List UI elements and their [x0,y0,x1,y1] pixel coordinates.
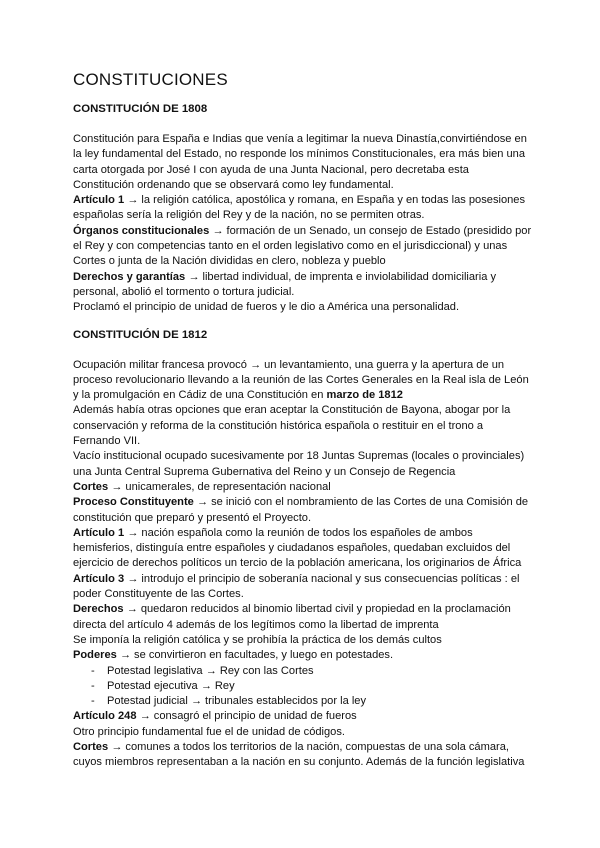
list-item: - Potestad legislativa → Rey con las Cortes [91,664,533,679]
text-derechos: → libertad individual, de imprenta e inviolabilidad domiciliaria y personal, abolió el tormento o tortura judicial. [73,270,497,298]
document-title: CONSTITUCIONES [73,70,228,89]
text-organos: → formación de un Senado, un consejo de Estado (presidido por el Rey y con competencias tanto en el orden legislativo como en el jurisdiccional) y unas Cortes o junta de la Nación divididas en clero, nobleza y pueblo [73,224,532,268]
list-item: - Potestad ejecutiva → Rey [91,679,533,694]
text-poderes: → se convirtieron en facultades, y luego en potestades. [116,649,394,662]
paragraph-1812-articulo-248 [73,709,533,724]
paragraph-1812-religion: Se imponía la religión católica y se prohibía la práctica de los demás cultos [73,633,442,646]
paragraph-1812-derechos [73,602,533,633]
paragraph-1812-articulo-1 [73,526,533,572]
label-articulo-3: Artículo 3 [73,572,125,585]
document-body [73,70,533,771]
spacer [73,316,533,329]
text-1812-derechos: → quedaron reducidos al binomio libertad civil y propiedad en la proclamación directa del artículo 4 además de los legítimos como la libertad de imprenta [73,603,511,631]
label-cortes-comunes: Cortes [73,740,109,753]
paragraph-1808-derechos [73,270,533,301]
paragraph-1812-ocupacion [73,358,533,404]
text-articulo-248: → consagró el principio de unidad de fueros [136,710,357,723]
text-1812-articulo-1: → nación española como la reunión de todos los españoles de ambos hemisferios, distinguía entre españoles y ciudadanos españoles, quedaban excluidos del ejercicio de derechos políticos un tercio de la población americana, los originarios de África [73,526,522,570]
paragraph-1812-cortes [73,480,533,495]
paragraph-1808-proclamo: Proclamó el principio de unidad de fueros y le dio a América una personalidad. [73,301,460,314]
label-cortes: Cortes [73,480,109,493]
label-articulo-248: Artículo 248 [73,710,137,723]
list-item: - Potestad judicial → tribunales establecidos por la ley [91,694,533,709]
paragraph-1812-vacio: Vacío institucional ocupado sucesivamente por 18 Juntas Supremas (locales o provinciales) una Junta Central Suprema Gubernativa del Reino y un Consejo de Regencia [73,450,525,478]
paragraph-1812-poderes [73,648,533,663]
text-articulo-1: → la religión católica, apostólica y romana, en España y en todas las posesiones españolas sería la religión del Rey y de la nación, no se permiten otras. [73,194,526,222]
label-1812-articulo-1: Artículo 1 [73,526,125,539]
text-proceso: → se inició con el nombramiento de las Cortes de una Comisión de constitución que preparó y presentó el Proyecto. [73,496,529,524]
label-derechos: Derechos y garantías [73,270,186,283]
bold-marzo-1812: marzo de 1812 [326,389,403,402]
paragraph-1812-opciones: Además había otras opciones que eran aceptar la Constitución de Bayona, abogar por la conservación y reforma de la constitución histórica española o restituir en el trono a Fernando VII. [73,404,511,448]
label-poderes: Poderes [73,649,117,662]
text-articulo-3: → introdujo el principio de soberanía nacional y sus consecuencias políticas : el poder Constituyente de las Cortes. [73,572,520,601]
paragraph-1808-intro: Constitución para España e Indias que venía a legitimar la nueva Dinastía,convirtiéndose en la ley fundamental del Estado, no responde los mínimos Constitucionales, era más bien una carta otorgada por José I con ayuda de una Junta Nacional, pero decretaba esta Constitución ordenando que se observará como ley fundamental. [73,133,527,191]
text-cortes: → unicamerales, de representación nacional [108,480,331,493]
paragraph-1812-proceso [73,495,533,526]
paragraph-1812-articulo-3 [73,572,533,603]
paragraph-1812-codigos: Otro principio fundamental fue el de unidad de códigos. [73,725,345,738]
text-cortes-comunes: → comunes a todos los territorios de la nación, compuestas de una sola cámara, cuyos miembros representaban a la nación en su conjunto. Además de la función legislativa [73,740,525,769]
label-proceso: Proceso Constituyente [73,496,194,509]
text-ocupacion: Ocupación militar francesa provocó → un levantamiento, una guerra y la apertura de un proceso revolucionario llevando a la reunión de las Cortes Generales en la Real isla de León y la promulgación en Cádiz de una Constitución en [73,358,529,402]
label-articulo-1: Artículo 1 [73,194,125,207]
paragraph-1812-cortes-comunes [73,740,533,771]
label-organos: Órganos constitucionales [73,224,210,237]
section-heading-1808: CONSTITUCIÓN DE 1808 [73,103,208,115]
section-heading-1812: CONSTITUCIÓN DE 1812 [73,328,208,341]
label-1812-derechos: Derechos [73,603,124,616]
paragraph-1808-articulo-1 [73,193,533,224]
paragraph-1808-organos [73,224,533,270]
poderes-list [73,664,533,710]
